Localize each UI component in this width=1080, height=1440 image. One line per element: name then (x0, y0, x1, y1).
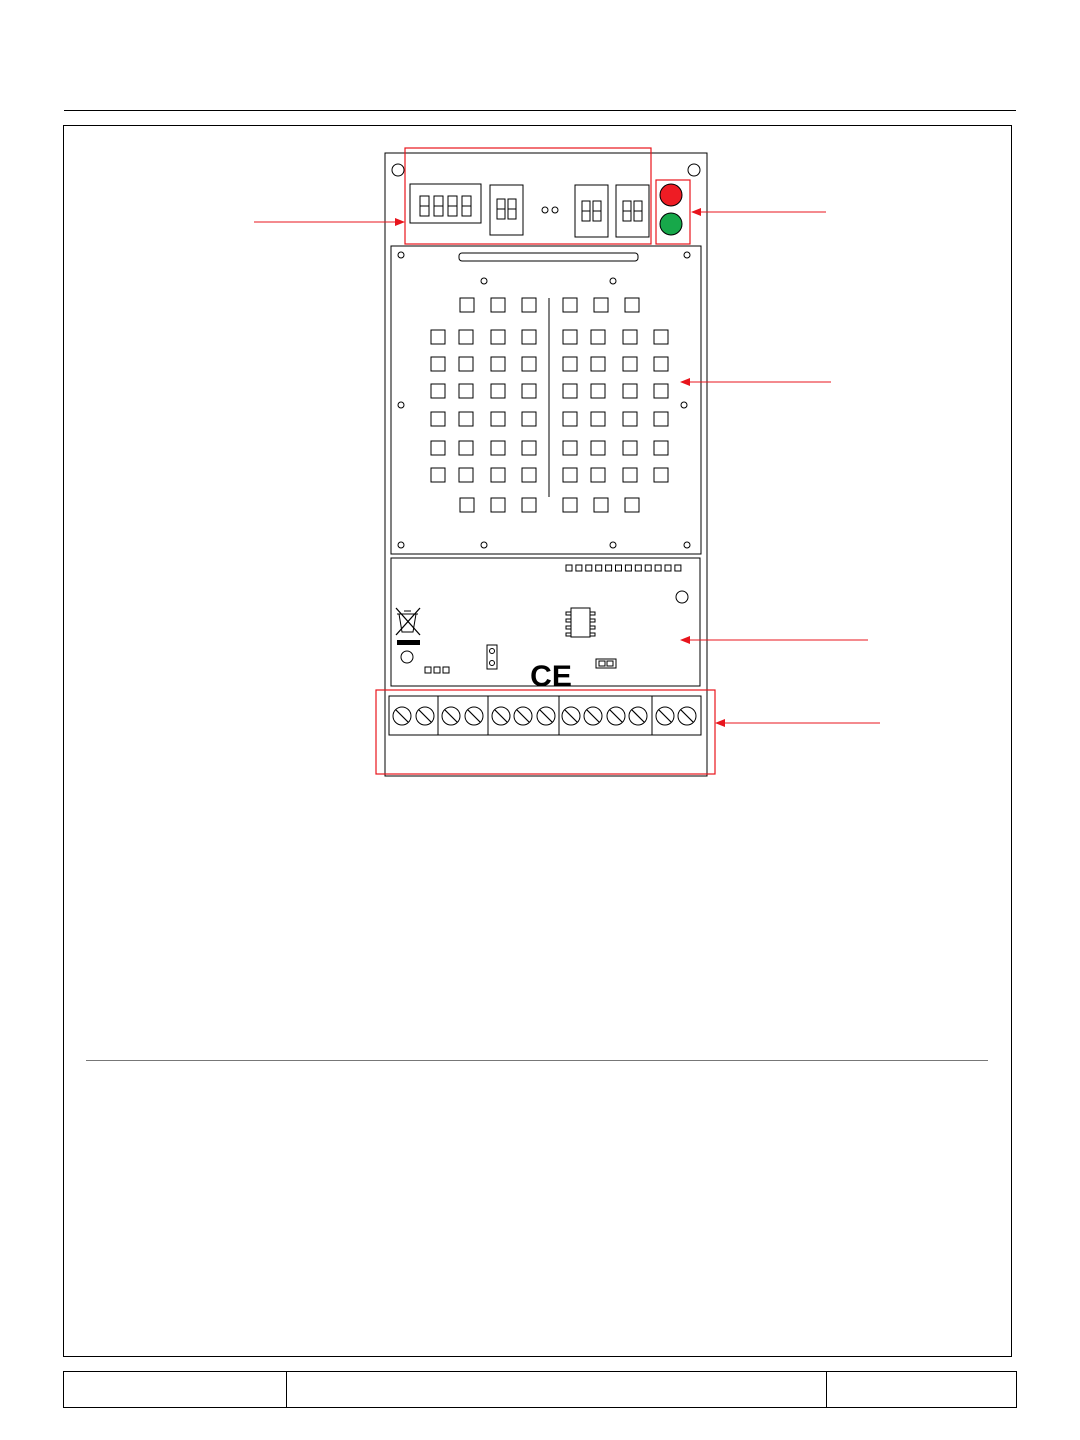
connector-pad (522, 384, 536, 398)
dip-switch-2-way-b[interactable] (575, 185, 608, 237)
connector-pad (623, 384, 637, 398)
connector-pad (591, 330, 605, 344)
ic-pin (566, 612, 571, 615)
callout-box-terminals (376, 690, 715, 774)
connector-pad (563, 330, 577, 344)
header-pin-strip (566, 565, 681, 571)
connector-pad (431, 384, 445, 398)
connector-pad (522, 412, 536, 426)
connector-pad (623, 330, 637, 344)
panel-hole (481, 278, 487, 284)
mounting-hole-top-right (688, 164, 700, 176)
ic-pin (566, 626, 571, 629)
connector-pad (491, 468, 505, 482)
header-pin (655, 565, 661, 571)
jumper-horizontal[interactable] (596, 659, 616, 668)
panel-hole (684, 252, 690, 258)
ic-pin (590, 619, 595, 622)
terminal-screws (393, 696, 696, 735)
panel-hole (481, 542, 487, 548)
ic-pin (590, 612, 595, 615)
connector-pad (491, 357, 505, 371)
dip-switch-area (410, 184, 649, 237)
connector-pad (431, 412, 445, 426)
connector-pad (491, 384, 505, 398)
connector-pad (522, 498, 536, 512)
connector-pad (459, 468, 473, 482)
led-green (660, 213, 682, 235)
small-pin-row (425, 667, 449, 673)
connector-pad (563, 384, 577, 398)
connector-pad (594, 498, 608, 512)
header-pin (665, 565, 671, 571)
connector-pad (654, 330, 668, 344)
connector-pad (431, 357, 445, 371)
crossed-out-wheelie-bin-icon (396, 608, 420, 645)
connector-pad (654, 468, 668, 482)
connector-pad (654, 441, 668, 455)
connector-pad (431, 330, 445, 344)
panel-hole (681, 402, 687, 408)
connector-pad (459, 357, 473, 371)
connector-pad (459, 384, 473, 398)
connector-pad (522, 441, 536, 455)
header-pin (566, 565, 572, 571)
panel-hole (610, 542, 616, 548)
connector-pad (491, 441, 505, 455)
header-pin (616, 565, 622, 571)
connector-pad (431, 468, 445, 482)
connector-pad (654, 412, 668, 426)
connector-pad (491, 330, 505, 344)
indicator-hole-right (552, 207, 558, 213)
header-pin (586, 565, 592, 571)
connector-pad (591, 468, 605, 482)
connector-pad (623, 412, 637, 426)
connector-pad (563, 468, 577, 482)
connector-pad (591, 384, 605, 398)
connector-pad (522, 357, 536, 371)
connector-pad (460, 498, 474, 512)
ic-pin (566, 619, 571, 622)
jumper-vertical[interactable] (487, 645, 497, 669)
panel-hole (684, 542, 690, 548)
connector-pad (563, 357, 577, 371)
header-pin (645, 565, 651, 571)
dip-switch-2-way-c[interactable] (616, 185, 649, 237)
panel-hole (398, 402, 404, 408)
connector-panel-slot (459, 253, 638, 261)
connector-pad (591, 412, 605, 426)
ic-chip (566, 608, 595, 637)
connector-pad (563, 441, 577, 455)
connector-pad (563, 412, 577, 426)
ic-pin (566, 633, 571, 636)
connector-pad (563, 298, 577, 312)
connector-pad (491, 298, 505, 312)
panel-hole (398, 252, 404, 258)
ce-mark: CE (530, 660, 572, 693)
connector-pad (522, 298, 536, 312)
connector-pad (625, 298, 639, 312)
dip-switch-4-way[interactable] (410, 184, 481, 223)
header-pin (635, 565, 641, 571)
connector-pad (654, 357, 668, 371)
mounting-hole-top-left (392, 164, 404, 176)
connector-pad (594, 298, 608, 312)
panel-hole (398, 542, 404, 548)
connector-pad (563, 498, 577, 512)
connector-pad (460, 298, 474, 312)
connector-pad (623, 441, 637, 455)
dip-switch-2-way-a[interactable] (490, 185, 523, 235)
connector-pad (591, 357, 605, 371)
connector-pad (459, 441, 473, 455)
header-pin (675, 565, 681, 571)
connector-pad (459, 330, 473, 344)
connector-pad (623, 468, 637, 482)
connector-pad (522, 330, 536, 344)
connector-pad (431, 441, 445, 455)
led-red (660, 184, 682, 206)
header-pin (576, 565, 582, 571)
connector-pad (459, 412, 473, 426)
header-pin (606, 565, 612, 571)
connector-pad (491, 498, 505, 512)
connector-pad (654, 384, 668, 398)
indicator-hole-left (542, 207, 548, 213)
panel-hole (610, 278, 616, 284)
header-pin (625, 565, 631, 571)
header-pin (596, 565, 602, 571)
connector-pad (625, 498, 639, 512)
logic-board-hole-right (676, 591, 688, 603)
connector-panel (391, 246, 701, 554)
connector-panel-holes (398, 252, 690, 548)
ic-pin (590, 626, 595, 629)
connector-pad (623, 357, 637, 371)
ic-pin (590, 633, 595, 636)
connector-pad (491, 412, 505, 426)
logic-board-hole-left (401, 651, 413, 663)
connector-pad (591, 441, 605, 455)
connector-pad (522, 468, 536, 482)
